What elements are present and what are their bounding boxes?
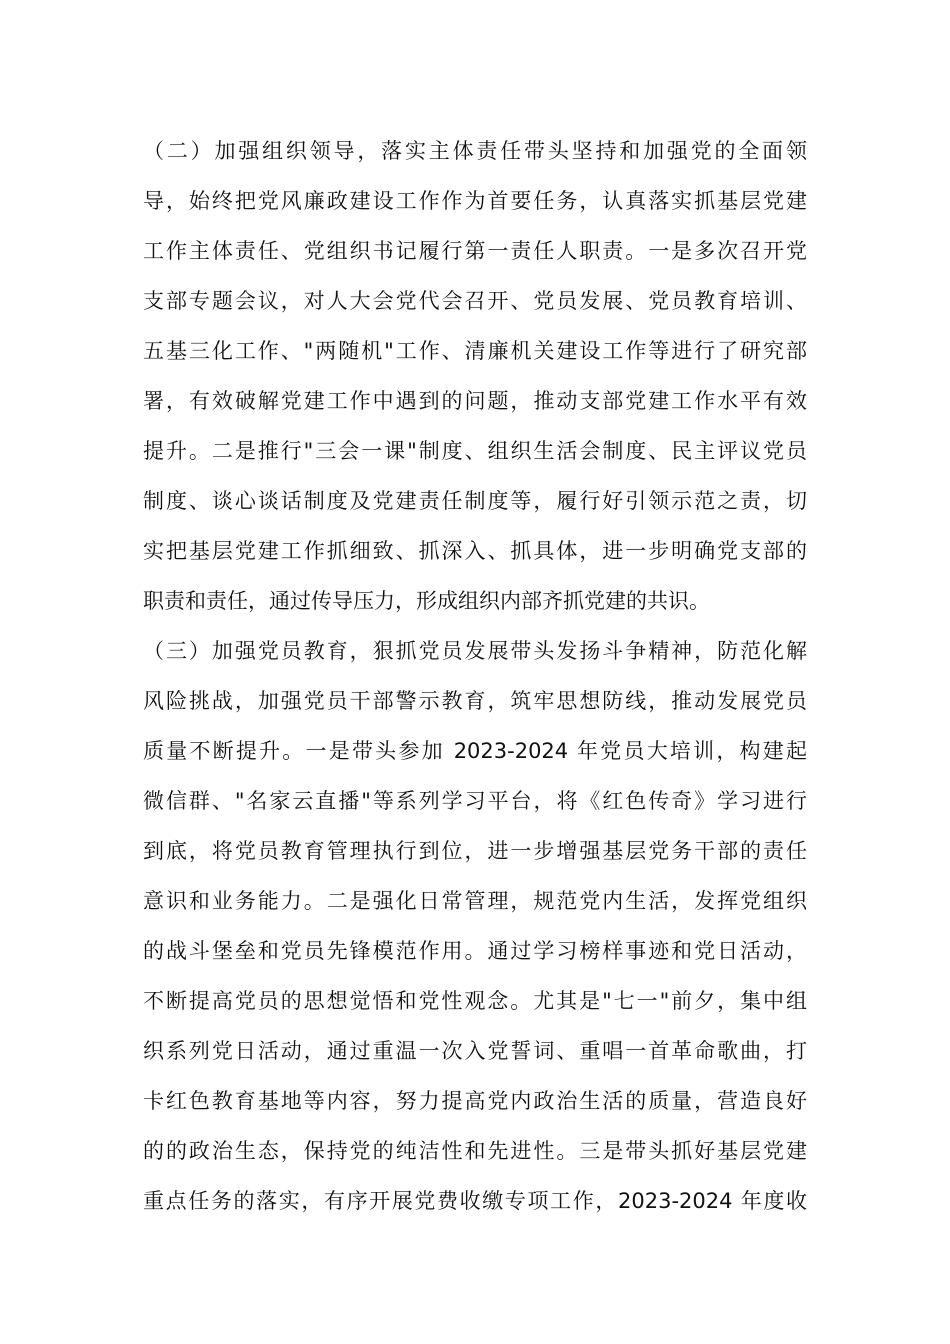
text-line: 微信群、"名家云直播"等系列学习平台，将《红色传奇》学习进行: [143, 789, 807, 813]
text-line: 职责和责任，通过传导压力，形成组织内部齐抓党建的共识。: [143, 589, 710, 613]
text-line: 导，始终把党风廉政建设工作作为首要任务，认真落实抓基层党建: [143, 189, 807, 213]
text-line: 的战斗堡垒和党员先锋模范作用。通过学习榜样事迹和党日活动，: [143, 939, 807, 963]
text-line: （三）加强党员教育，狠抓党员发展带头发扬斗争精神，防范化解: [143, 639, 807, 663]
text-line: 重点任务的落实，有序开展党费收缴专项工作，2023-2024 年度收: [143, 1189, 807, 1213]
text-line: 五基三化工作、"两随机"工作、清廉机关建设工作等进行了研究部: [143, 339, 807, 363]
text-line: 到底，将党员教育管理执行到位，进一步增强基层党务干部的责任: [143, 839, 807, 863]
text-line: 支部专题会议，对人大会党代会召开、党员发展、党员教育培训、: [143, 289, 807, 313]
text-line: 卡红色教育基地等内容，努力提高党内政治生活的质量，营造良好: [143, 1089, 807, 1113]
text-line: 实把基层党建工作抓细致、抓深入、抓具体，进一步明确党支部的: [143, 539, 807, 563]
text-line: 织系列党日活动，通过重温一次入党誓词、重唱一首革命歌曲，打: [143, 1039, 807, 1063]
text-line: 不断提高党员的思想觉悟和党性观念。尤其是"七一"前夕，集中组: [143, 989, 807, 1013]
paragraph-3: [143, 626, 807, 1226]
document-body: [143, 126, 807, 1226]
text-line: 质量不断提升。一是带头参加 2023-2024 年党员大培训，构建起: [143, 739, 807, 763]
text-line: 提升。二是推行"三会一课"制度、组织生活会制度、民主评议党员: [143, 439, 807, 463]
text-line: 工作主体责任、党组织书记履行第一责任人职责。一是多次召开党: [143, 239, 807, 263]
text-line: 风险挑战，加强党员干部警示教育，筑牢思想防线，推动发展党员: [143, 689, 807, 713]
paragraph-2: [143, 126, 807, 626]
text-line: 署，有效破解党建工作中遇到的问题，推动支部党建工作水平有效: [143, 389, 807, 413]
text-line: 意识和业务能力。二是强化日常管理，规范党内生活，发挥党组织: [143, 889, 807, 913]
text-line: 制度、谈心谈话制度及党建责任制度等，履行好引领示范之责，切: [143, 489, 807, 513]
text-line: 的的政治生态，保持党的纯洁性和先进性。三是带头抓好基层党建: [143, 1139, 807, 1163]
text-line: （二）加强组织领导，落实主体责任带头坚持和加强党的全面领: [143, 139, 807, 163]
